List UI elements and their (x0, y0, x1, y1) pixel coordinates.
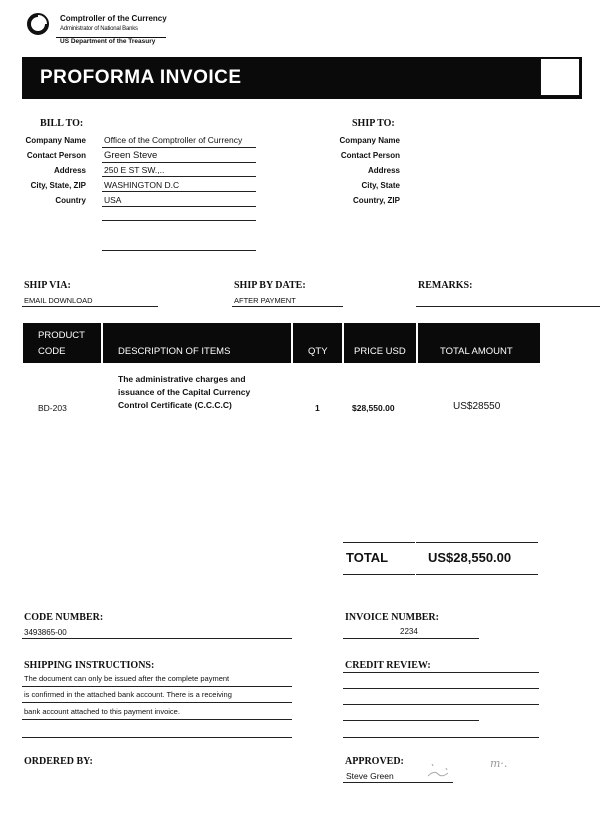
ship-address-label: Address (367, 166, 400, 175)
bill-extra-line-1 (102, 220, 256, 221)
approved-label: APPROVED: (345, 756, 404, 767)
ship-date-value: AFTER PAYMENT (234, 296, 296, 305)
bill-city-label: City, State, ZIP (30, 181, 86, 190)
code-number-line (22, 638, 292, 639)
col-separator (101, 323, 103, 363)
ship-company-label: Company Name (339, 136, 400, 145)
col-header-total: TOTAL AMOUNT (440, 346, 513, 357)
col-separator (291, 323, 293, 363)
org-block (60, 14, 167, 47)
page-title: PROFORMA INVOICE (40, 67, 242, 88)
ship-via-line (22, 306, 158, 307)
signature-scribble-icon (426, 758, 466, 782)
col-header-description: DESCRIPTION OF ITEMS (118, 346, 231, 357)
item-price: $28,550.00 (352, 403, 395, 413)
org-divider (56, 37, 166, 38)
instructions-rule (22, 702, 292, 703)
bill-address-line (102, 176, 256, 177)
instructions-rule (22, 686, 292, 687)
remarks-line (416, 306, 600, 307)
ship-via-label: SHIP VIA: (24, 280, 71, 291)
credit-review-line (343, 737, 539, 738)
credit-review-line (343, 672, 539, 673)
col-header-code-line1: PRODUCT (38, 330, 85, 341)
total-value: US$28,550.00 (428, 550, 512, 565)
col-header-qty: QTY (308, 346, 328, 357)
bill-company-label: Company Name (25, 136, 86, 145)
item-description: The administrative charges and issuance of the Capital Currency Control Certificate (C.C.C.C) (118, 374, 251, 410)
org-subtitle: Administrator of National Banks (60, 26, 138, 32)
bill-address-value: 250 E ST SW.,.. (104, 165, 165, 175)
approved-line (343, 782, 453, 783)
bill-country-value: USA (104, 195, 122, 205)
bill-city-line (102, 191, 256, 192)
shipping-instructions-line2: is confirmed in the attached bank account. There is a receiving (24, 690, 232, 699)
bill-address-label: Address (53, 166, 86, 175)
signature-mark: m·. (490, 757, 508, 770)
ship-contact-label: Contact Person (340, 151, 400, 160)
approved-value: Steve Green (346, 771, 394, 781)
col-header-code-line2: CODE (38, 346, 66, 357)
remarks-label: REMARKS: (418, 280, 473, 291)
bill-contact-value: Green Steve (104, 150, 158, 161)
bill-country-label: Country (55, 196, 86, 205)
item-total: US$28550 (453, 401, 501, 412)
ship-country-label: Country, ZIP (353, 196, 400, 205)
bill-contact-label: Contact Person (26, 151, 86, 160)
item-qty: 1 (315, 403, 320, 413)
bill-company-line (102, 147, 256, 148)
credit-review-label: CREDIT REVIEW: (345, 660, 431, 671)
bill-extra-line-2 (102, 250, 256, 251)
item-code: BD-203 (38, 403, 67, 413)
shipping-instructions-label: SHIPPING INSTRUCTIONS: (24, 660, 155, 671)
instructions-rule (22, 737, 292, 738)
total-bottom-line (343, 574, 415, 575)
total-top-line (343, 542, 415, 543)
comptroller-logo-icon (26, 12, 50, 36)
credit-review-line (343, 720, 479, 721)
code-number-value: 3493865-00 (24, 628, 67, 637)
bill-company-value: Office of the Comptroller of Currency (104, 135, 243, 145)
code-number-label: CODE NUMBER: (24, 612, 104, 623)
total-label: TOTAL (346, 550, 389, 565)
ship-date-line (232, 306, 343, 307)
org-department: US Department of the Treasury (60, 38, 156, 45)
ship-date-label: SHIP BY DATE: (234, 280, 306, 291)
col-separator (342, 323, 344, 363)
total-bottom-line (416, 574, 538, 575)
ship-city-label: City, State (361, 181, 400, 190)
bill-contact-line (102, 162, 256, 163)
invoice-number-line (343, 638, 479, 639)
credit-review-line (343, 688, 539, 689)
invoice-number-label: INVOICE NUMBER: (345, 612, 439, 623)
title-corner-box (540, 58, 580, 96)
instructions-rule (22, 719, 292, 720)
bill-country-line (102, 206, 256, 207)
org-name: Comptroller of the Currency (60, 14, 167, 23)
col-header-price: PRICE USD (354, 346, 406, 357)
col-separator (416, 323, 418, 363)
total-top-line (416, 542, 538, 543)
shipping-instructions-line3: bank account attached to this payment invoice. (24, 707, 180, 716)
ordered-by-label: ORDERED BY: (24, 756, 93, 767)
ship-via-value: EMAIL DOWNLOAD (24, 296, 93, 305)
ship-to-heading: SHIP TO: (352, 118, 395, 129)
credit-review-line (343, 704, 539, 705)
invoice-number-value: 2234 (400, 627, 418, 636)
shipping-instructions-line1: The document can only be issued after the complete payment (24, 674, 230, 683)
bill-city-value: WASHINGTON D.C (104, 180, 180, 190)
bill-to-heading: BILL TO: (40, 118, 84, 129)
